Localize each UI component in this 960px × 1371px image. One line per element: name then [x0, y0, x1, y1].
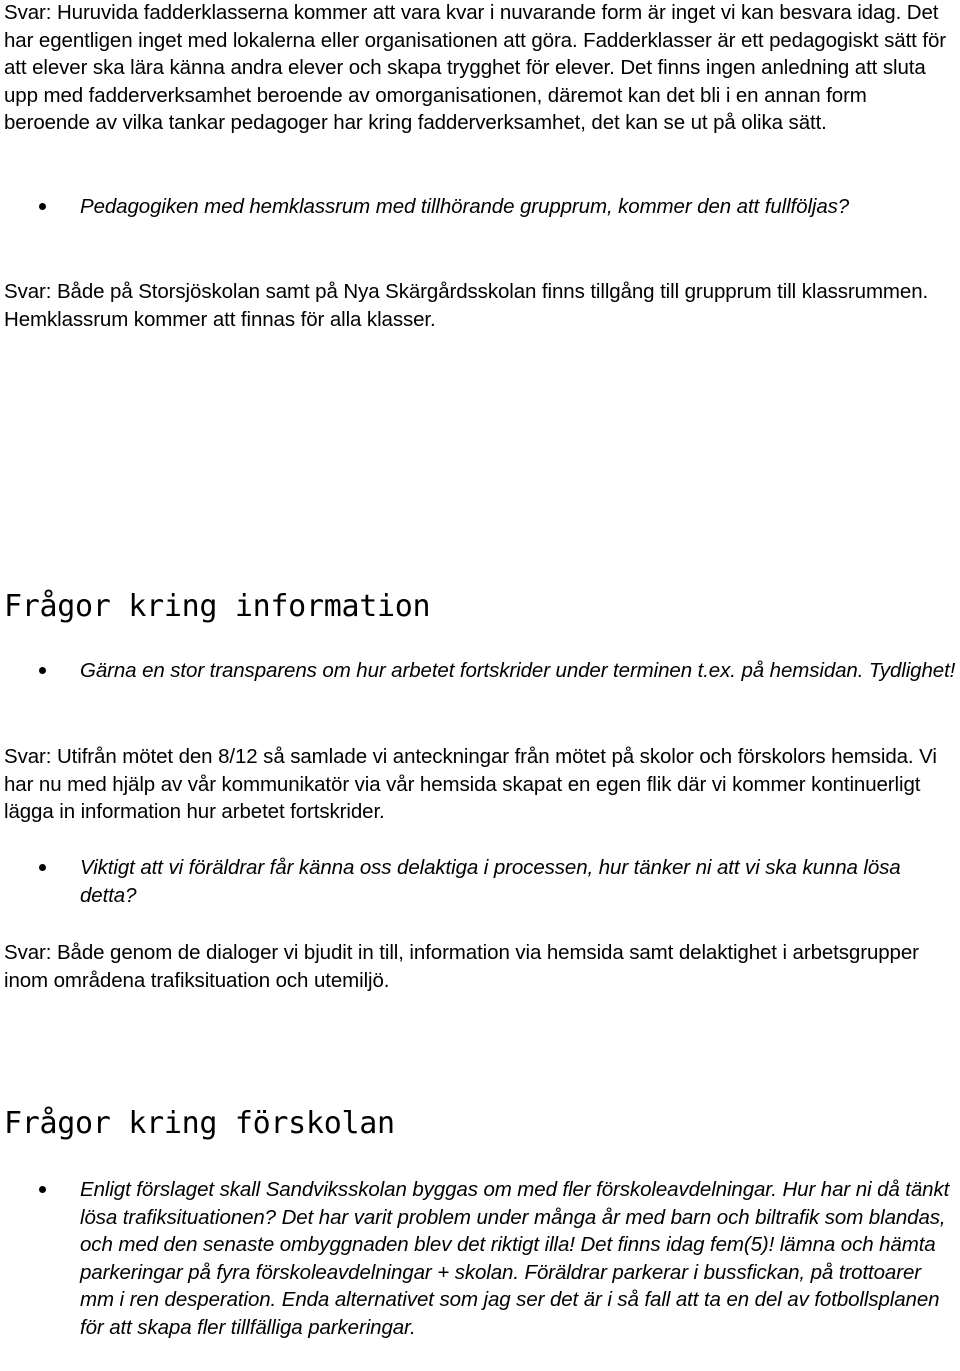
bullet-icon — [39, 1186, 46, 1193]
answer-paragraph-hemsida: Svar: Utifrån mötet den 8/12 så samlade vi anteckningar från mötet på skolor och förskolors hemsida. Vi har nu med hjälp av vår kommunikatör via vår hemsida skapat en egen flik där vi kommer kontinuerligt lägga in information hur arbetet fortskrider. — [4, 745, 937, 824]
question-list-transparens — [4, 657, 955, 685]
question-text: Gärna en stor transparens om hur arbetet fortskrider under terminen t.ex. på hemsidan. Tydlighet! — [80, 659, 956, 682]
question-text: Pedagogiken med hemklassrum med tillhörande grupprum, kommer den att fullföljas? — [80, 195, 850, 218]
bullet-icon — [39, 667, 46, 674]
question-list-pedagogik — [4, 193, 849, 221]
question-text: Viktigt att vi föräldrar får känna oss delaktiga i processen, hur tänker ni att vi ska kunna lösa detta? — [80, 856, 901, 907]
question-text: Enligt förslaget skall Sandviksskolan byggas om med fler förskoleavdelningar. Hur har ni då tänkt lösa trafiksituationen? Det har varit problem under många år med barn och biltrafik som blandas, och med den senaste ombyggnaden blev det riktigt illa! Det finns idag fem(5)! lämna och hämta parkeringar på fyra förskoleavdelningar + skolan. Föräldrar parkerar i bussfickan, på trottoarer mm i ren desperation. Enda alternativet som jag ser det är i så fall att ta en del av fotbollsplanen för att skapa fler tillfälliga parkeringar. — [80, 1178, 950, 1339]
bullet-icon — [39, 203, 46, 210]
question-item-transparens — [4, 657, 955, 685]
section-heading-information: Frågor kring information — [4, 589, 431, 624]
question-item-trafiksituation — [4, 1176, 956, 1342]
question-item-delaktighet — [4, 854, 956, 909]
answer-paragraph-grupprum: Svar: Både på Storsjöskolan samt på Nya Skärgårdsskolan finns tillgång till grupprum till klassrummen. Hemklassrum kommer att finnas för alla klasser. — [4, 280, 929, 331]
question-list-trafik — [4, 1176, 956, 1342]
bullet-icon — [39, 864, 46, 871]
question-item-hemklassrum — [4, 193, 849, 221]
answer-paragraph-fadderklasser: Svar: Huruvida fadderklasserna kommer att vara kvar i nuvarande form är inget vi kan besvara idag. Det har egentligen inget med lokalerna eller organisationen att göra. Fadderklasser är ett pedagogiskt sätt för att elever ska lära känna andra elever och skapa trygghet för elever. Det finns ingen anledning att sluta upp med fadderverksamhet beroende av omorganisationen, däremot kan det bli i en annan form beroende av vilka tankar pedagoger har kring fadderverksamhet, det kan se ut på olika sätt. — [4, 1, 946, 135]
question-list-delaktighet — [4, 854, 956, 909]
answer-paragraph-dialoger: Svar: Både genom de dialoger vi bjudit in till, information via hemsida samt delaktighet i arbetsgrupper inom områdena trafiksituation och utemiljö. — [4, 941, 919, 992]
section-heading-forskolan: Frågor kring förskolan — [4, 1106, 395, 1141]
